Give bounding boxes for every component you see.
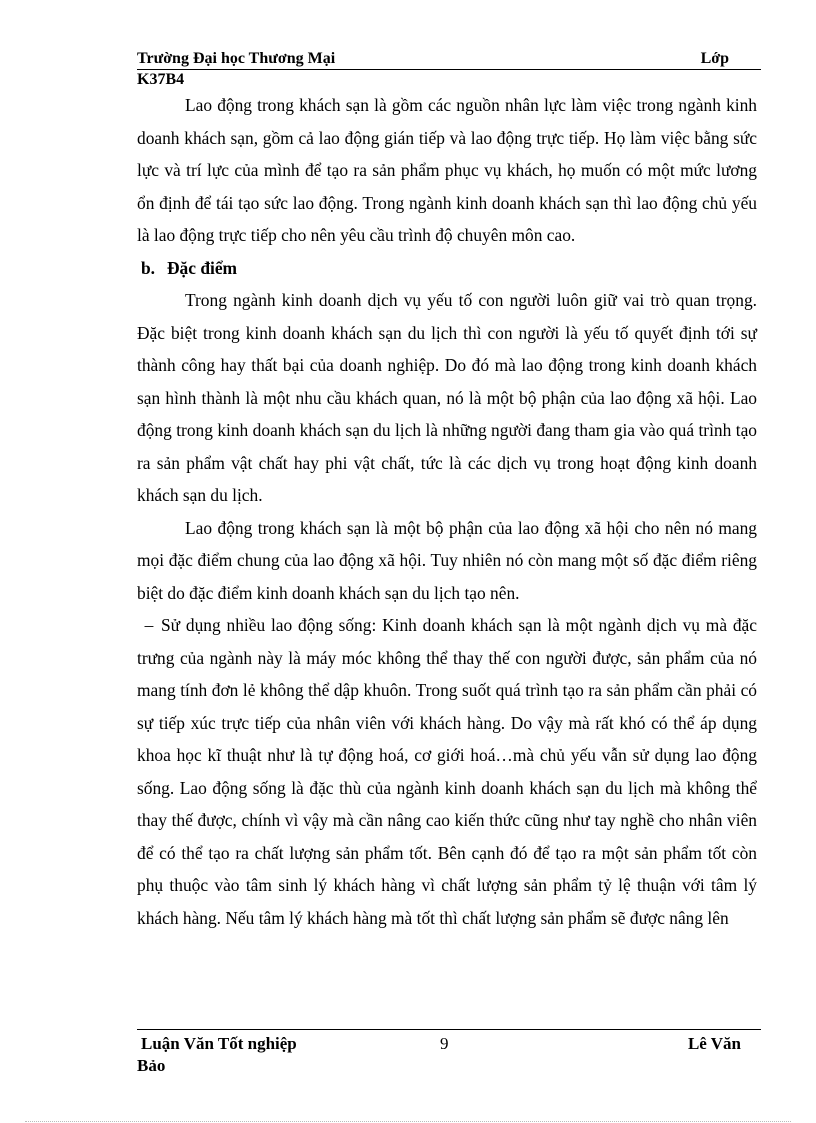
paragraph-labor-characteristics: Lao động trong khách sạn là một bộ phận của lao động xã hội cho nên nó mang mọi đặc điểm chung của lao động xã hội. Tuy nhiên nó còn mang một số đặc điểm riêng biệt do đặc điểm kinh doanh khách sạn du lịch tạo nên. [137,517,757,603]
document-body [137,89,757,934]
page-header [137,50,761,70]
header-school-name: Trường Đại học Thương Mại [137,50,336,67]
section-heading-label: b. [141,257,156,278]
header-class-label: Lớp [700,50,729,67]
footer-author-surname: Bảo [137,1056,166,1075]
paragraph-human-role: Trong ngành kinh doanh dịch vụ yếu tố con người luôn giữ vai trò quan trọng. Đặc biệt trong kinh doanh khách sạn du lịch thì con người là yếu tố quyết định tới sự thành công hay thất bại của doanh nghiệp. Do đó mà lao động trong kinh doanh khách sạn hình thành là một nhu cầu khách quan, nó là một bộ phận của lao động xã hội. Lao động trong kinh doanh khách sạn du lịch là những người đang tham gia vào quá trình tạo ra sản phẩm vật chất hay phi vật chất, tức là các dịch vụ trong hoạt động kinh doanh khách sạn du lịch. [137,290,757,505]
footer-author-name: Lê Văn [687,1034,741,1053]
bullet-item-live-labor [137,609,757,934]
bullet-item-text: Sử dụng nhiều lao động sống: Kinh doanh khách sạn là một ngành dịch vụ mà đặc trưng của ngành này là máy móc không thể thay thế con người được, sản phẩm của nó mang tính đơn lẻ không thể dập khuôn. Trong suốt quá trình tạo ra sản phẩm cần phải có sự tiếp xúc trực tiếp của nhân viên với khách hàng. Do vậy mà rất khó có thể áp dụng khoa học kĩ thuật như là tự động hoá, cơ giới hoá…mà chủ yếu vẫn sử dụng lao động sống. Lao động sống là đặc thù của ngành kinh doanh khách sạn du lịch mà không thể thay thế được, chính vì vậy mà cần nâng cao kiến thức cũng như tay nghề cho nhân viên để có thể tạo ra chất lượng sản phẩm tốt. Bên cạnh đó để tạo ra một sản phẩm tốt còn phụ thuộc vào tâm sinh lý khách hàng vì chất lượng sản phẩm tỷ lệ thuận với tâm lý khách hàng. Nếu tâm lý khách hàng mà tốt thì chất lượng sản phẩm sẽ được nâng lên [137,615,757,928]
section-heading-text: Đặc điểm [167,257,238,278]
footer-thesis-label: Luận Văn Tốt nghiệp [141,1034,297,1053]
bullet-dash: – [144,615,154,635]
footer-rule [137,1029,761,1030]
header-class-code: K37B4 [137,71,185,88]
section-heading [137,252,757,285]
page-footer [137,1034,761,1056]
page-bottom-edge [25,1121,791,1122]
paragraph-labor-definition: Lao động trong khách sạn là gồm các nguồn nhân lực làm việc trong ngành kinh doanh khách sạn, gồm cả lao động gián tiếp và lao động trực tiếp. Họ làm việc bằng sức lực và trí lực của mình để tạo ra sản phẩm phục vụ khách, họ muốn có một mức lương ổn định để tái tạo sức lao động. Trong ngành kinh doanh khách sạn thì lao động chủ yếu là lao động trực tiếp cho nên yêu cầu trình độ chuyên môn cao. [137,95,757,245]
page-number: 9 [440,1034,449,1053]
